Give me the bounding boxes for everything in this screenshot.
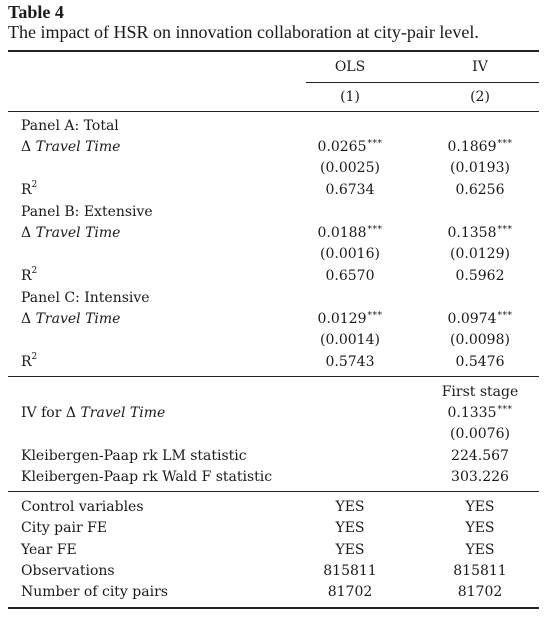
column-number-row bbox=[0, 87, 549, 108]
control-value-iv: 815811 bbox=[453, 563, 507, 579]
significance-stars: *** bbox=[497, 311, 513, 321]
control-row bbox=[0, 582, 549, 603]
r2-label bbox=[21, 180, 37, 201]
iv-for-travel-time-label bbox=[21, 403, 165, 424]
r2-row bbox=[0, 266, 549, 287]
column-header-iv: IV bbox=[472, 59, 488, 75]
control-value-ols: 815811 bbox=[323, 563, 377, 579]
control-row bbox=[0, 497, 549, 518]
travel-time-label bbox=[21, 309, 120, 330]
delta-symbol: Δ bbox=[21, 139, 32, 155]
column-number-1: (1) bbox=[340, 89, 360, 105]
significance-stars: *** bbox=[497, 139, 513, 149]
r2-ols: 0.5743 bbox=[325, 354, 375, 370]
control-value-ols: YES bbox=[335, 499, 365, 515]
significance-stars: *** bbox=[367, 225, 383, 235]
coef-iv bbox=[428, 137, 532, 160]
control-value-ols: YES bbox=[335, 520, 365, 536]
significance-stars: *** bbox=[497, 405, 513, 415]
column-header-ols: OLS bbox=[334, 59, 366, 75]
wald-stat-value: 303.226 bbox=[451, 469, 509, 485]
se-iv: (0.0129) bbox=[450, 246, 510, 262]
first-stage-rule bbox=[8, 376, 539, 377]
delta-symbol: Δ bbox=[21, 311, 32, 327]
coef-ols bbox=[300, 309, 400, 332]
control-label: Number of city pairs bbox=[21, 584, 168, 600]
wald-stat-label: Kleibergen-Paap rk Wald F statistic bbox=[21, 469, 273, 485]
r2-row bbox=[0, 352, 549, 373]
iv-se-row bbox=[0, 424, 549, 445]
travel-time-text: Travel Time bbox=[35, 225, 121, 241]
significance-stars: *** bbox=[367, 139, 383, 149]
coef-value: 0.0188 bbox=[317, 225, 367, 241]
coef-value: 0.0265 bbox=[317, 139, 367, 155]
coef-ols bbox=[300, 223, 400, 246]
significance-stars: *** bbox=[497, 225, 513, 235]
iv-coef-row bbox=[0, 403, 549, 424]
se-ols: (0.0016) bbox=[320, 246, 380, 262]
lm-stat-value: 224.567 bbox=[451, 448, 509, 464]
panel-a-title: Panel A: Total bbox=[21, 118, 119, 134]
control-value-iv: YES bbox=[465, 542, 495, 558]
control-value-ols: YES bbox=[335, 542, 365, 558]
control-value-iv: YES bbox=[465, 499, 495, 515]
panel-b-title: Panel B: Extensive bbox=[21, 204, 153, 220]
panel-title-row bbox=[0, 202, 549, 223]
delta-symbol: Δ bbox=[65, 405, 76, 421]
first-stage-coef bbox=[428, 403, 532, 426]
controls-rule bbox=[8, 491, 539, 492]
coef-value: 0.0129 bbox=[317, 311, 367, 327]
column-header-row bbox=[0, 57, 549, 78]
r2-ols: 0.6734 bbox=[325, 182, 375, 198]
coef-iv bbox=[428, 309, 532, 332]
r2-sup: 2 bbox=[31, 352, 38, 363]
top-rule bbox=[8, 50, 539, 52]
travel-time-text: Travel Time bbox=[35, 311, 121, 327]
coef-row bbox=[0, 223, 549, 244]
panel-title-row bbox=[0, 116, 549, 137]
iv-for-text: IV for bbox=[21, 405, 62, 421]
coef-row bbox=[0, 309, 549, 330]
travel-time-label bbox=[21, 137, 120, 158]
r2-sup: 2 bbox=[31, 266, 38, 277]
first-stage-header-row bbox=[0, 382, 549, 403]
r2-iv: 0.6256 bbox=[455, 182, 505, 198]
first-stage-header: First stage bbox=[441, 384, 519, 400]
header-underline bbox=[306, 82, 539, 83]
control-row bbox=[0, 518, 549, 539]
coef-value: 0.0974 bbox=[447, 311, 497, 327]
wald-stat-row bbox=[0, 467, 549, 488]
lm-stat-row bbox=[0, 446, 549, 467]
panel-title-row bbox=[0, 288, 549, 309]
first-stage-se: (0.0076) bbox=[450, 426, 510, 442]
r2-label bbox=[21, 352, 37, 373]
se-ols: (0.0025) bbox=[320, 160, 380, 176]
control-row bbox=[0, 540, 549, 561]
coef-value: 0.1869 bbox=[447, 139, 497, 155]
r2-iv: 0.5476 bbox=[455, 354, 505, 370]
coef-value: 0.1358 bbox=[447, 225, 497, 241]
coef-value: 0.1335 bbox=[447, 405, 497, 421]
se-ols: (0.0014) bbox=[320, 332, 380, 348]
panel-c-title: Panel C: Intensive bbox=[21, 290, 150, 306]
coef-ols bbox=[300, 137, 400, 160]
se-row bbox=[0, 158, 549, 179]
travel-time-text: Travel Time bbox=[80, 405, 166, 421]
table-label: Table 4 bbox=[8, 2, 64, 22]
control-value-ols: 81702 bbox=[327, 584, 373, 600]
r2-base: R bbox=[21, 354, 32, 370]
r2-label bbox=[21, 266, 37, 287]
significance-stars: *** bbox=[367, 311, 383, 321]
control-label: Year FE bbox=[21, 542, 77, 558]
se-row bbox=[0, 244, 549, 265]
control-label: City pair FE bbox=[21, 520, 108, 536]
se-iv: (0.0193) bbox=[450, 160, 510, 176]
r2-iv: 0.5962 bbox=[455, 268, 505, 284]
control-label: Control variables bbox=[21, 499, 144, 515]
travel-time-text: Travel Time bbox=[35, 139, 121, 155]
r2-ols: 0.6570 bbox=[325, 268, 375, 284]
r2-base: R bbox=[21, 182, 32, 198]
se-iv: (0.0098) bbox=[450, 332, 510, 348]
lm-stat-label: Kleibergen-Paap rk LM statistic bbox=[21, 448, 247, 464]
control-value-iv: 81702 bbox=[457, 584, 503, 600]
control-row bbox=[0, 561, 549, 582]
r2-row bbox=[0, 180, 549, 201]
coef-row bbox=[0, 137, 549, 158]
se-row bbox=[0, 330, 549, 351]
delta-symbol: Δ bbox=[21, 225, 32, 241]
control-value-iv: YES bbox=[465, 520, 495, 536]
header-bottom-rule bbox=[8, 111, 539, 112]
coef-iv bbox=[428, 223, 532, 246]
control-label: Observations bbox=[21, 563, 115, 579]
column-number-2: (2) bbox=[470, 89, 490, 105]
bottom-rule bbox=[8, 607, 539, 609]
travel-time-label bbox=[21, 223, 120, 244]
r2-base: R bbox=[21, 268, 32, 284]
r2-sup: 2 bbox=[31, 180, 38, 191]
table-caption: The impact of HSR on innovation collaboration at city-pair level. bbox=[8, 22, 479, 42]
